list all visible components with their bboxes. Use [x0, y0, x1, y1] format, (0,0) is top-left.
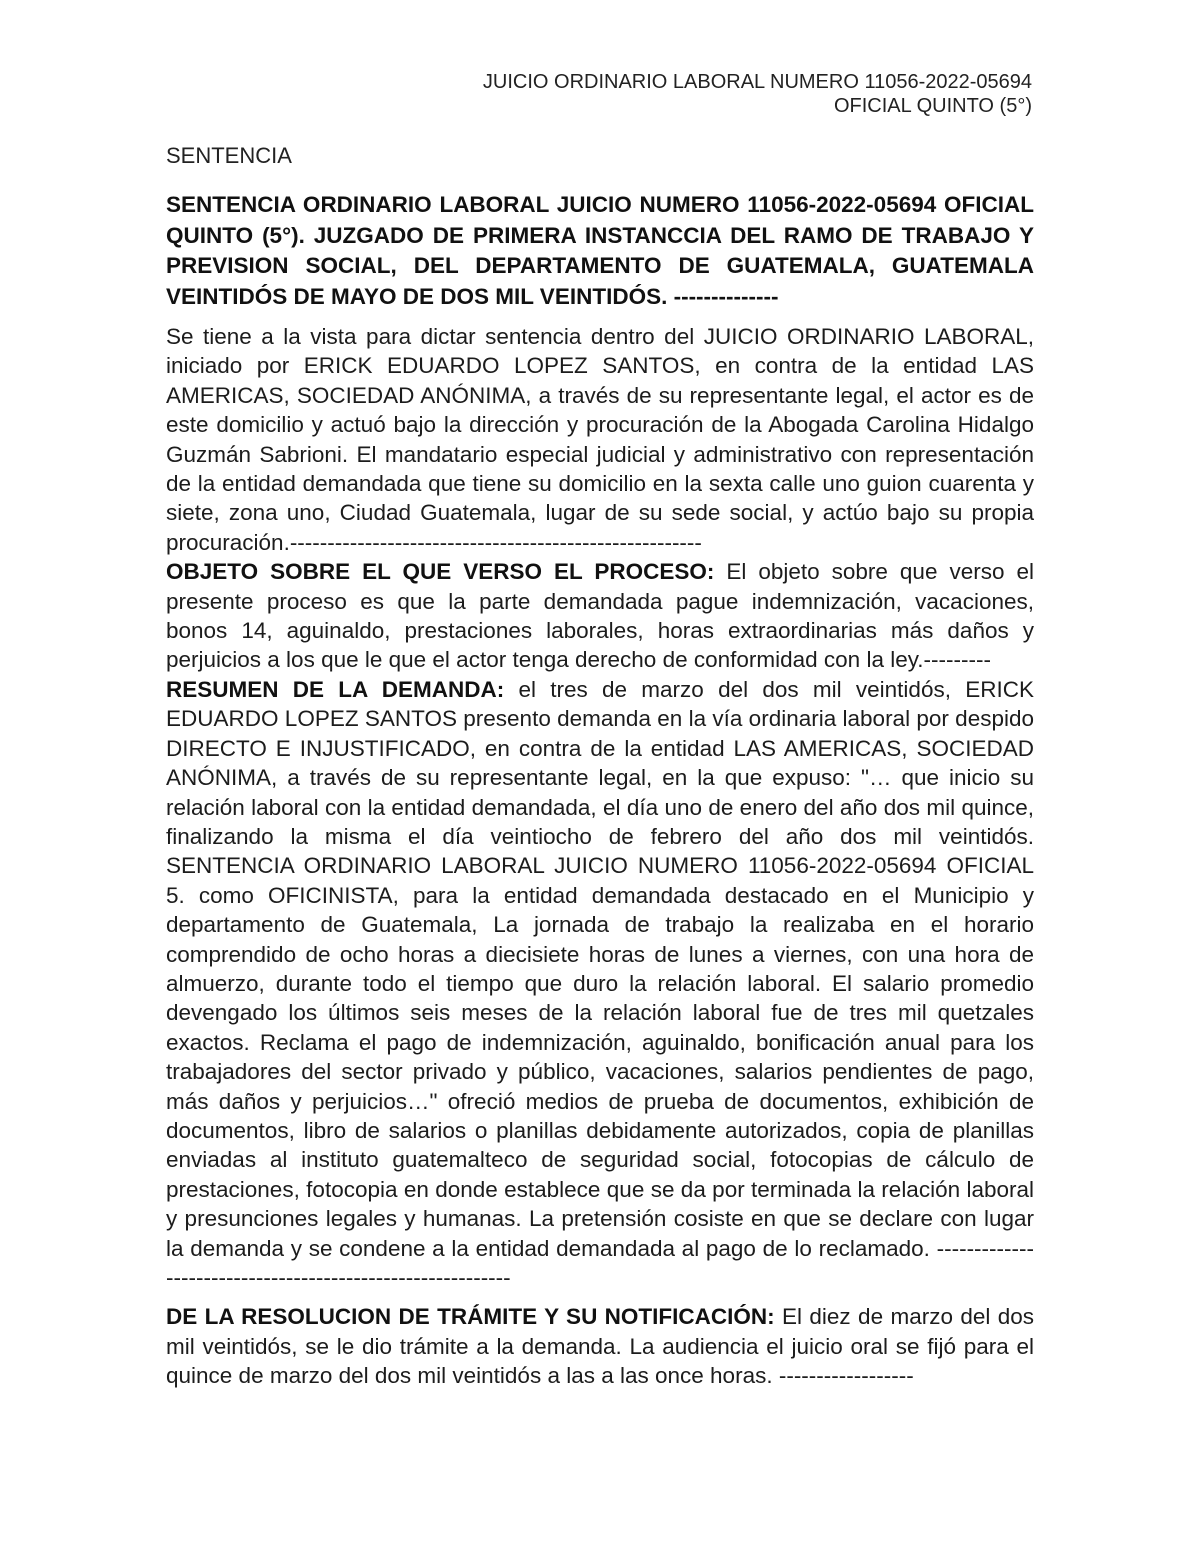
section-resumen: [166, 675, 1034, 1293]
running-header: [483, 70, 1032, 118]
section-objeto-text: El objeto sobre que verso el presente proceso es que la parte demandada pague indemnización, vacaciones, bonos 14, aguinaldo, prestaciones laborales, horas extraordinarias más daños y perjuicios a los que le que el actor tenga derecho de conformidad con la ley.---------: [166, 559, 1034, 673]
section-objeto: [166, 557, 1034, 675]
section-resumen-text: el tres de marzo del dos mil veintidós, ERICK EDUARDO LOPEZ SANTOS presento demanda en la vía ordinaria laboral por despido DIRECTO E INJUSTIFICADO, en contra de la entidad LAS AMERICAS, SOCIEDAD ANÓNIMA, a través de su representante legal, en la que expuso: "… que inicio su relación laboral con la entidad demandada, el día uno de enero del año dos mil quince, finalizando la misma el día veintiocho de febrero del año dos mil veintidós. SENTENCIA ORDINARIO LABORAL JUICIO NUMERO 11056-2022-05694 OFICIAL 5. como OFICINISTA, para la entidad demandada destacado en el Municipio y departamento de Guatemala, La jornada de trabajo la realizaba en el horario comprendido de ocho horas a diecisiete horas de lunes a viernes, con una hora de almuerzo, durante todo el tiempo que duro la relación laboral. El salario promedio devengado los últimos seis meses de la relación laboral fue de tres mil quetzales exactos. Reclama el pago de indemnización, aguinaldo, bonificación anual para los trabajadores del sector privado y público, vacaciones, salarios pendientes de pago, más daños y perjuicios…" ofreció medios de prueba de documentos, exhibición de documentos, libro de salarios o planillas debidamente autorizados, copia de planillas enviadas al instituto guatemalteco de seguridad social, fotocopias de cálculo de prestaciones, fotocopia en donde establece que se da por terminada la relación laboral y presunciones legales y humanas. La pretensión cosiste en que se declare con lugar la demanda y se condene a la entidad demandada al pago de lo reclamado. -----------------------------------------------------------: [166, 676, 1034, 1290]
section-resumen-title: RESUMEN DE LA DEMANDA:: [166, 676, 505, 702]
section-resolucion: [166, 1302, 1034, 1390]
intro-paragraph: Se tiene a la vista para dictar sentencia dentro del JUICIO ORDINARIO LABORAL, iniciado por ERICK EDUARDO LOPEZ SANTOS, en contra de la entidad LAS AMERICAS, SOCIEDAD ANÓNIMA, a través de su representante legal, el actor es de este domicilio y actuó bajo la dirección y procuración de la Abogada Carolina Hidalgo Guzmán Sabrioni. El mandatario especial judicial y administrativo con representación de la entidad demandada que tiene su domicilio en la sexta calle uno guion cuarenta y siete, zona uno, Ciudad Guatemala, lugar de su sede social, y actúo bajo su propia procuración.-------------------------------------------------------: [166, 324, 1034, 555]
document-body: [166, 142, 1034, 1391]
section-objeto-title: OBJETO SOBRE EL QUE VERSO EL PROCESO:: [166, 559, 715, 585]
document-label: SENTENCIA: [166, 143, 292, 168]
header-office: OFICIAL QUINTO (5°): [833, 95, 1032, 117]
section-resolucion-title: DE LA RESOLUCION DE TRÁMITE Y SU NOTIFICACIÓN:: [166, 1304, 775, 1330]
header-case-number: JUICIO ORDINARIO LABORAL NUMERO 11056-2022-05694: [482, 71, 1032, 93]
section-resolucion-text: El diez de marzo del dos mil veintidós, se le dio trámite a la demanda. La audiencia el juicio oral se fijó para el quince de marzo del dos mil veintidós a las a las once horas. ------------------: [166, 1304, 1034, 1389]
document-heading: SENTENCIA ORDINARIO LABORAL JUICIO NUMERO 11056-2022-05694 OFICIAL QUINTO (5°). JUZGADO DE PRIMERA INSTANCCIA DEL RAMO DE TRABAJO Y PREVISION SOCIAL, DEL DEPARTAMENTO DE GUATEMALA, GUATEMALA VEINTIDÓS DE MAYO DE DOS MIL VEINTIDÓS. --------------: [166, 192, 1034, 309]
